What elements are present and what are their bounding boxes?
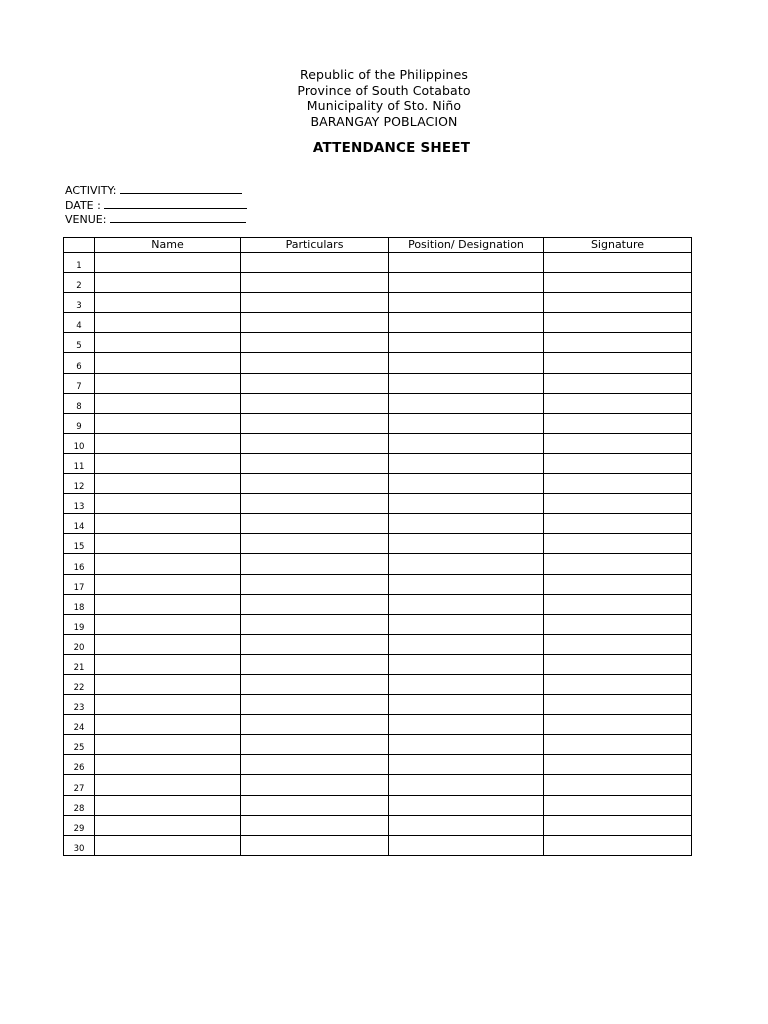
attendance-rows	[64, 253, 692, 856]
table-row	[64, 594, 692, 614]
name-cell[interactable]	[95, 453, 241, 473]
row-number: 18	[64, 594, 95, 614]
name-cell[interactable]	[95, 695, 241, 715]
row-number: 26	[64, 755, 95, 775]
name-cell[interactable]	[95, 373, 241, 393]
signature-cell[interactable]	[544, 634, 692, 654]
name-cell[interactable]	[95, 574, 241, 594]
table-row	[64, 474, 692, 494]
table-row	[64, 273, 692, 293]
name-cell[interactable]	[95, 674, 241, 694]
name-cell[interactable]	[95, 253, 241, 273]
position-cell[interactable]	[389, 674, 544, 694]
name-cell[interactable]	[95, 433, 241, 453]
table-row	[64, 614, 692, 634]
position-cell[interactable]	[389, 413, 544, 433]
position-cell[interactable]	[389, 433, 544, 453]
signature-cell[interactable]	[544, 614, 692, 634]
row-number: 22	[64, 674, 95, 694]
position-cell[interactable]	[389, 735, 544, 755]
name-cell[interactable]	[95, 333, 241, 353]
venue-label: VENUE:	[65, 213, 107, 226]
signature-cell[interactable]	[544, 574, 692, 594]
particulars-cell[interactable]	[241, 474, 389, 494]
signature-cell[interactable]	[544, 373, 692, 393]
signature-cell[interactable]	[544, 835, 692, 855]
name-cell[interactable]	[95, 313, 241, 333]
row-number: 29	[64, 815, 95, 835]
position-cell[interactable]	[389, 393, 544, 413]
row-number: 30	[64, 835, 95, 855]
row-number: 3	[64, 293, 95, 313]
signature-cell[interactable]	[544, 393, 692, 413]
name-cell[interactable]	[95, 835, 241, 855]
name-cell[interactable]	[95, 514, 241, 534]
name-cell[interactable]	[95, 715, 241, 735]
position-cell[interactable]	[389, 755, 544, 775]
name-cell[interactable]	[95, 393, 241, 413]
document-header	[0, 67, 768, 129]
column-header-particulars: Particulars	[241, 238, 389, 253]
position-cell[interactable]	[389, 554, 544, 574]
activity-blank-line	[120, 182, 242, 194]
position-cell[interactable]	[389, 474, 544, 494]
position-cell[interactable]	[389, 353, 544, 373]
signature-cell[interactable]	[544, 775, 692, 795]
name-cell[interactable]	[95, 554, 241, 574]
name-cell[interactable]	[95, 353, 241, 373]
column-header-signature: Signature	[544, 238, 692, 253]
particulars-cell[interactable]	[241, 715, 389, 735]
table-row	[64, 313, 692, 333]
position-cell[interactable]	[389, 815, 544, 835]
venue-field	[65, 211, 247, 226]
particulars-cell[interactable]	[241, 534, 389, 554]
particulars-cell[interactable]	[241, 574, 389, 594]
row-number: 28	[64, 795, 95, 815]
header-line-barangay: BARANGAY POBLACION	[310, 113, 458, 129]
table-row	[64, 494, 692, 514]
name-cell[interactable]	[95, 775, 241, 795]
signature-cell[interactable]	[544, 514, 692, 534]
position-cell[interactable]	[389, 574, 544, 594]
row-number: 5	[64, 333, 95, 353]
name-cell[interactable]	[95, 654, 241, 674]
row-number: 1	[64, 253, 95, 273]
row-number: 23	[64, 695, 95, 715]
particulars-cell[interactable]	[241, 775, 389, 795]
particulars-cell[interactable]	[241, 795, 389, 815]
particulars-cell[interactable]	[241, 614, 389, 634]
column-header-position: Position/ Designation	[389, 238, 544, 253]
signature-cell[interactable]	[544, 755, 692, 775]
name-cell[interactable]	[95, 614, 241, 634]
row-number: 17	[64, 574, 95, 594]
row-number: 13	[64, 494, 95, 514]
name-cell[interactable]	[95, 795, 241, 815]
header-line-municipality: Municipality of Sto. Niño	[306, 98, 462, 113]
row-number: 24	[64, 715, 95, 735]
table-row	[64, 574, 692, 594]
signature-cell[interactable]	[544, 494, 692, 514]
signature-cell[interactable]	[544, 353, 692, 373]
position-cell[interactable]	[389, 293, 544, 313]
signature-cell[interactable]	[544, 433, 692, 453]
name-cell[interactable]	[95, 594, 241, 614]
attendance-table	[63, 237, 692, 856]
table-row	[64, 534, 692, 554]
table-row	[64, 715, 692, 735]
table-row	[64, 333, 692, 353]
document-title: ATTENDANCE SHEET	[312, 140, 471, 156]
table-row	[64, 735, 692, 755]
particulars-cell[interactable]	[241, 735, 389, 755]
particulars-cell[interactable]	[241, 494, 389, 514]
activity-label: ACTIVITY:	[65, 184, 117, 197]
particulars-cell[interactable]	[241, 695, 389, 715]
row-number: 2	[64, 273, 95, 293]
signature-cell[interactable]	[544, 313, 692, 333]
table-row	[64, 353, 692, 373]
column-header-number	[64, 238, 95, 253]
signature-cell[interactable]	[544, 474, 692, 494]
date-field	[65, 197, 247, 212]
row-number: 14	[64, 514, 95, 534]
position-cell[interactable]	[389, 835, 544, 855]
position-cell[interactable]	[389, 534, 544, 554]
row-number: 7	[64, 373, 95, 393]
row-number: 8	[64, 393, 95, 413]
row-number: 27	[64, 775, 95, 795]
position-cell[interactable]	[389, 594, 544, 614]
table-header-row	[64, 238, 692, 253]
position-cell[interactable]	[389, 654, 544, 674]
position-cell[interactable]	[389, 695, 544, 715]
name-cell[interactable]	[95, 815, 241, 835]
table-row	[64, 755, 692, 775]
signature-cell[interactable]	[544, 253, 692, 273]
signature-cell[interactable]	[544, 534, 692, 554]
column-header-name: Name	[95, 238, 241, 253]
table-row	[64, 634, 692, 654]
particulars-cell[interactable]	[241, 393, 389, 413]
signature-cell[interactable]	[544, 715, 692, 735]
name-cell[interactable]	[95, 474, 241, 494]
particulars-cell[interactable]	[241, 273, 389, 293]
position-cell[interactable]	[389, 795, 544, 815]
table-row	[64, 775, 692, 795]
signature-cell[interactable]	[544, 293, 692, 313]
particulars-cell[interactable]	[241, 815, 389, 835]
signature-cell[interactable]	[544, 333, 692, 353]
row-number: 20	[64, 634, 95, 654]
name-cell[interactable]	[95, 534, 241, 554]
name-cell[interactable]	[95, 735, 241, 755]
header-line-province: Province of South Cotabato	[297, 82, 471, 98]
date-label: DATE :	[65, 198, 101, 212]
signature-cell[interactable]	[544, 594, 692, 614]
position-cell[interactable]	[389, 373, 544, 393]
particulars-cell[interactable]	[241, 634, 389, 654]
table-row	[64, 253, 692, 273]
particulars-cell[interactable]	[241, 253, 389, 273]
particulars-cell[interactable]	[241, 453, 389, 473]
signature-cell[interactable]	[544, 273, 692, 293]
particulars-cell[interactable]	[241, 835, 389, 855]
row-number: 19	[64, 614, 95, 634]
position-cell[interactable]	[389, 715, 544, 735]
header-line-country: Republic of the Philippines	[300, 67, 468, 82]
position-cell[interactable]	[389, 333, 544, 353]
name-cell[interactable]	[95, 755, 241, 775]
activity-field	[65, 182, 247, 197]
position-cell[interactable]	[389, 634, 544, 654]
row-number: 11	[64, 453, 95, 473]
table-row	[64, 695, 692, 715]
name-cell[interactable]	[95, 634, 241, 654]
signature-cell[interactable]	[544, 453, 692, 473]
particulars-cell[interactable]	[241, 313, 389, 333]
row-number: 21	[64, 654, 95, 674]
position-cell[interactable]	[389, 313, 544, 333]
name-cell[interactable]	[95, 413, 241, 433]
particulars-cell[interactable]	[241, 353, 389, 373]
table-row	[64, 413, 692, 433]
signature-cell[interactable]	[544, 815, 692, 835]
position-cell[interactable]	[389, 614, 544, 634]
table-row	[64, 815, 692, 835]
table-row	[64, 795, 692, 815]
position-cell[interactable]	[389, 253, 544, 273]
event-fields	[65, 182, 247, 226]
row-number: 12	[64, 474, 95, 494]
table-row	[64, 674, 692, 694]
position-cell[interactable]	[389, 775, 544, 795]
particulars-cell[interactable]	[241, 333, 389, 353]
particulars-cell[interactable]	[241, 373, 389, 393]
venue-blank-line	[110, 211, 246, 223]
particulars-cell[interactable]	[241, 433, 389, 453]
date-blank-line	[104, 197, 247, 209]
row-number: 4	[64, 313, 95, 333]
signature-cell[interactable]	[544, 554, 692, 574]
particulars-cell[interactable]	[241, 594, 389, 614]
position-cell[interactable]	[389, 514, 544, 534]
table-row	[64, 393, 692, 413]
table-row	[64, 835, 692, 855]
table-row	[64, 654, 692, 674]
particulars-cell[interactable]	[241, 674, 389, 694]
row-number: 9	[64, 413, 95, 433]
particulars-cell[interactable]	[241, 554, 389, 574]
position-cell[interactable]	[389, 494, 544, 514]
position-cell[interactable]	[389, 273, 544, 293]
table-row	[64, 293, 692, 313]
row-number: 25	[64, 735, 95, 755]
row-number: 15	[64, 534, 95, 554]
table-row	[64, 514, 692, 534]
name-cell[interactable]	[95, 293, 241, 313]
row-number: 10	[64, 433, 95, 453]
signature-cell[interactable]	[544, 654, 692, 674]
signature-cell[interactable]	[544, 795, 692, 815]
table-row	[64, 373, 692, 393]
table-row	[64, 453, 692, 473]
particulars-cell[interactable]	[241, 755, 389, 775]
name-cell[interactable]	[95, 273, 241, 293]
signature-cell[interactable]	[544, 413, 692, 433]
name-cell[interactable]	[95, 494, 241, 514]
particulars-cell[interactable]	[241, 413, 389, 433]
row-number: 6	[64, 353, 95, 373]
table-row	[64, 554, 692, 574]
position-cell[interactable]	[389, 453, 544, 473]
particulars-cell[interactable]	[241, 514, 389, 534]
table-row	[64, 433, 692, 453]
row-number: 16	[64, 554, 95, 574]
signature-cell[interactable]	[544, 674, 692, 694]
particulars-cell[interactable]	[241, 293, 389, 313]
signature-cell[interactable]	[544, 695, 692, 715]
signature-cell[interactable]	[544, 735, 692, 755]
particulars-cell[interactable]	[241, 654, 389, 674]
